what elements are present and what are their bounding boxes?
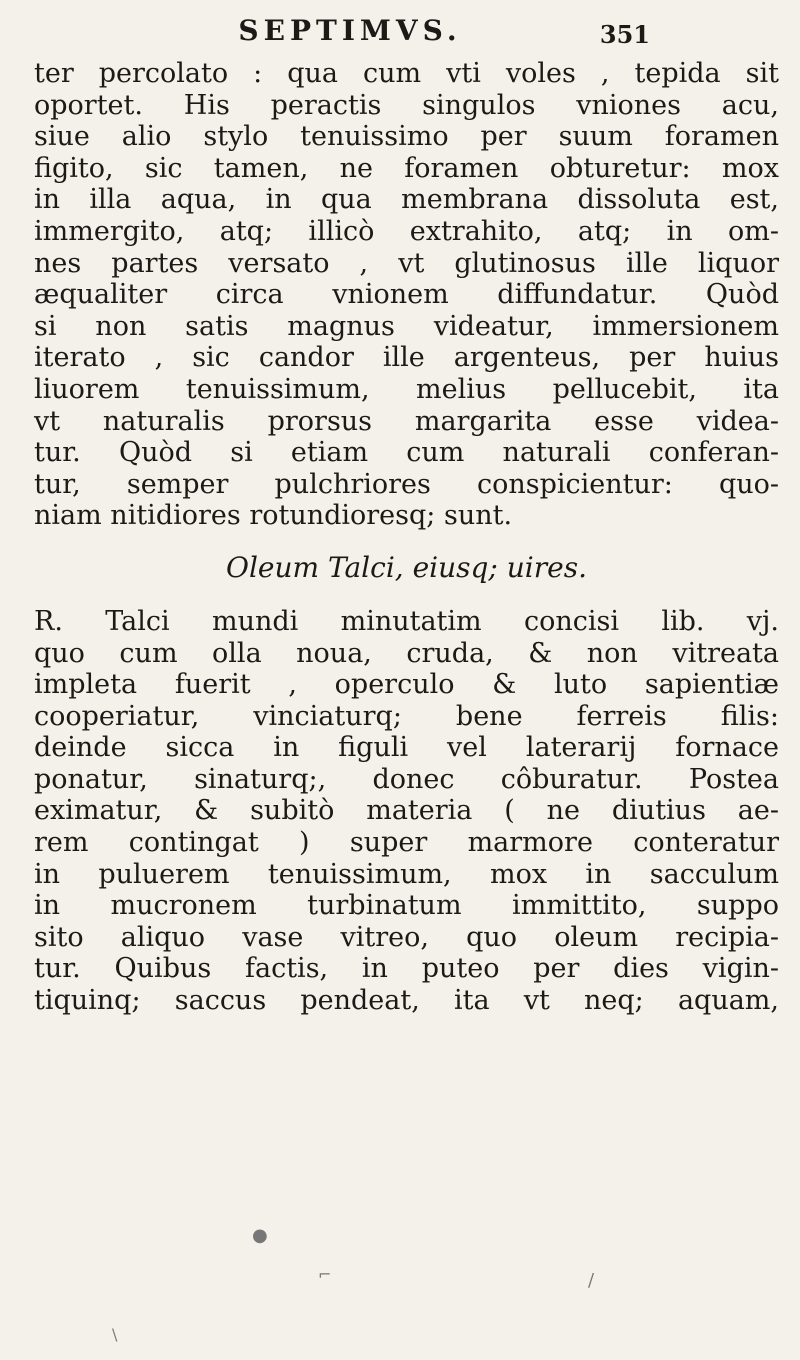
- text-line: liuorem tenuissimum, melius pellucebit, ita: [34, 373, 779, 405]
- text-line: tur, semper pulchriores conspicientur: quo-: [34, 468, 779, 500]
- text-line: impleta fuerit , operculo & luto sapientiæ: [34, 669, 779, 701]
- text-line: tur. Quòd si etiam cum naturali conferan-: [34, 437, 779, 469]
- ink-stroke: /: [588, 1270, 595, 1291]
- text-line: ponatur, sinaturq;, donec côburatur. Postea: [34, 763, 779, 795]
- text-line: ter percolato : qua cum vti voles , tepida sit: [34, 58, 779, 89]
- text-line: in puluerem tenuissimum, mox in sacculum: [34, 858, 779, 890]
- text-line: æqualiter circa vnionem diffundatur. Quòd: [34, 279, 779, 311]
- text-line: in illa aqua, in qua membrana dissoluta est,: [34, 184, 779, 216]
- ink-stroke: ⌐: [318, 1265, 332, 1284]
- text-line: figito, sic tamen, ne foramen obturetur: mox: [34, 152, 779, 184]
- paragraph: [34, 606, 779, 1017]
- ink-stroke: \: [112, 1325, 118, 1344]
- text-line: sito aliquo vase vitreo, quo oleum recipia-: [34, 921, 779, 953]
- text-line: in mucronem turbinatum immittito, suppo: [34, 890, 779, 922]
- text-line: si non satis magnus videatur, immersionem: [34, 310, 779, 342]
- text-line: niam nitidiores rotundioresq; sunt.: [34, 500, 513, 532]
- text-line: tiquinq; saccus pendeat, ita vt neq; aquam,: [34, 985, 779, 1017]
- text-line: quo cum olla noua, cruda, & non vitreata: [34, 637, 779, 669]
- text-line: deinde sicca in figuli vel laterarij fornace: [34, 732, 779, 764]
- text-line: nes partes versato , vt glutinosus ille liquor: [34, 247, 779, 279]
- text-line: R. Talci mundi minutatim concisi lib. vj.: [34, 605, 779, 637]
- ink-speck: ●: [252, 1225, 268, 1246]
- text-line: iterato , sic candor ille argenteus, per huius: [34, 342, 779, 374]
- text-line: eximatur, & subitò materia ( ne diutius ae-: [34, 795, 779, 827]
- running-head: SEPTIMVS.: [238, 14, 462, 47]
- page-number: 351: [599, 20, 650, 49]
- text-line: immergito, atq; illicò extrahito, atq; in om-: [34, 215, 779, 247]
- text-line: vt naturalis prorsus margarita esse videa-: [34, 405, 779, 437]
- section-heading: Oleum Talci, eiusq; uires.: [226, 550, 587, 584]
- text-line: rem contingat ) super marmore conteratur: [34, 827, 779, 859]
- text-line: tur. Quibus factis, in puteo per dies vigin-: [34, 953, 779, 985]
- text-line: oportet. His peractis singulos vniones acu,: [34, 89, 779, 121]
- body-text: [34, 58, 779, 1017]
- text-line: cooperiatur, vinciaturq; bene ferreis filis:: [34, 700, 779, 732]
- text-line: siue alio stylo tenuissimo per suum foramen: [34, 121, 779, 153]
- paragraph: [34, 58, 779, 532]
